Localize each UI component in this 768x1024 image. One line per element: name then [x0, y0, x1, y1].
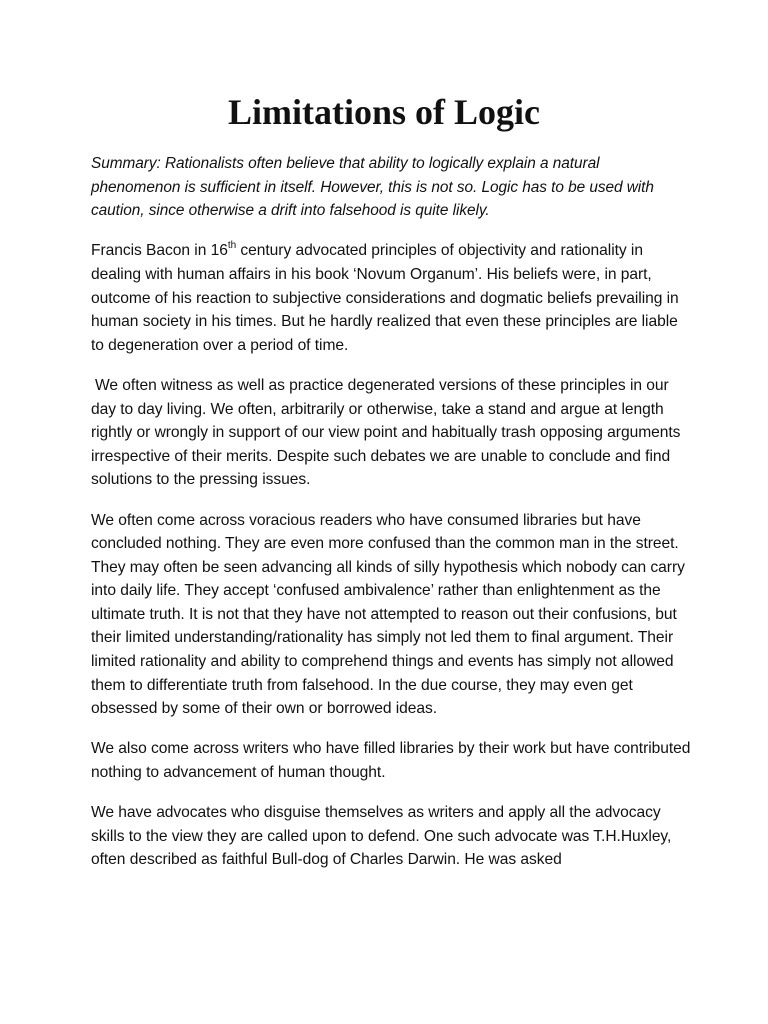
paragraph-1-rest: century advocated principles of objectivity and rationality in dealing with human affairs in his book ‘Novum Organum’. His beliefs were, in part, outcome of his reaction to subjective considerations and dogmatic beliefs prevailing in human society in his times. But he hardly realized that even these principles are liable to degeneration over a period of time.: [91, 242, 679, 354]
paragraph-1: [91, 239, 691, 357]
paragraph-1-start: Francis Bacon in 16: [91, 242, 228, 260]
document-title: Limitations of Logic: [228, 92, 540, 132]
paragraph-5: We have advocates who disguise themselves as writers and apply all the advocacy skills to the view they are called upon to defend. One such advocate was T.H.Huxley, often described as faithful Bull-dog of Charles Darwin. He was asked: [91, 804, 672, 869]
paragraph-3: We often come across voracious readers who have consumed libraries but have concluded nothing. They are even more confused than the common man in the street. They may often be seen advancing all kinds of silly hypothesis which nobody can carry into daily life. They accept ‘confused ambivalence’ rather than enlightenment as the ultimate truth. It is not that they have not attempted to reason out their confusions, but their limited understanding/rationality has simply not led them to final argument. Their limited rationality and ability to comprehend things and events has simply not allowed them to differentiate truth from falsehood. In the due course, they may even get obsessed by some of their own or borrowed ideas.: [91, 511, 685, 718]
document-body: [91, 152, 691, 889]
ordinal-superscript: th: [227, 240, 237, 252]
paragraph-4: We also come across writers who have filled libraries by their work but have contributed nothing to advancement of human thought.: [91, 740, 691, 782]
paragraph-2: We often witness as well as practice degenerated versions of these principles in our day to day living. We often, arbitrarily or otherwise, take a stand and argue at length rightly or wrongly in support of our view point and habitually trash opposing arguments irrespective of their merits. Despite such debates we are unable to conclude and find solutions to the pressing issues.: [91, 376, 681, 489]
summary-paragraph: Summary: Rationalists often believe that ability to logically explain a natural phenomenon is sufficient in itself. However, this is not so. Logic has to be used with caution, since otherwise a drift into falsehood is quite likely.: [91, 155, 654, 220]
